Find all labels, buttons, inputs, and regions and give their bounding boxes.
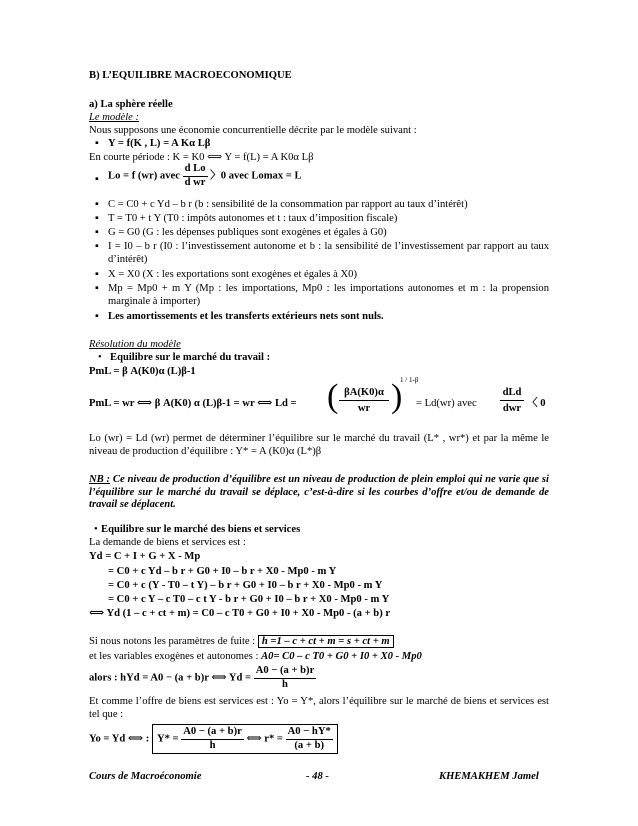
supply-paragraph: Et comme l’offre de biens est services est : Yo = Y*, alors l’équilibre sur le marché de biens et services est tel que : <box>89 696 549 720</box>
final-equilibrium: Yo = Yd ⟺ : Y* = $\frac{A0 - (a + b)r}{h}$ ⟺ r* = $\frac{A0 - hY*}{(a + b)}$ <box>89 724 338 754</box>
fraction: $\frac{A0 - (a + b)r}{h}$ <box>183 726 242 751</box>
intro-text: Nous supposons une économie concurrentielle décrite par le modèle suivant : <box>89 125 417 136</box>
bullet-exports: X = X0 (X : les exportations sont exogènes et égales à X0) <box>108 269 357 280</box>
exponent: 1 / 1-β <box>400 376 419 384</box>
round-bullet-icon: • <box>94 524 98 535</box>
right-paren: ) <box>391 378 403 415</box>
bullet-investment: I = I0 – b r (I0 : l’investissement autonome et b : la sensibilité de l’investissement par rapport au taux d’intérêt) <box>108 241 549 265</box>
autonomous-variables: et les variables exogènes et autonomes : A0= C0 – c T0 + G0 + I0 + X0 - Mp0 <box>89 651 422 662</box>
footer-course: Cours de Macroéconomie <box>89 771 202 782</box>
pml-wage-equation: PmL = wr ⟺ β A(K0) α (L)β-1 = wr ⟺ Ld = <box>89 398 297 409</box>
demand-intro: La demande de biens et services est : <box>89 537 246 548</box>
fraction-denominator: wr <box>357 403 371 414</box>
subsection-a: a) La sphère réelle <box>89 99 173 110</box>
leak-parameters: Si nous notons les paramètres de fuite : h =1 – c + ct + m = s + ct + m <box>89 636 394 649</box>
fraction-bar <box>339 400 389 401</box>
bullet-icon: ▪ <box>95 227 99 238</box>
bullet-imports: Mp = Mp0 + m Y (Mp : les importations, Mp0 : les importations autonomes et m : la propension marginale à importer) <box>108 283 549 307</box>
fraction: $\frac{A0 - (a + b)r}{h}$ <box>255 665 315 690</box>
bullet-icon: ▪ <box>95 174 99 185</box>
bullet-taxes: T = T0 + t Y (T0 : impôts autonomes et t : taux d’imposition fiscale) <box>108 213 398 224</box>
bullet-consumption: C = C0 + c Yd – b r (b : sensibilité de la consommation par rapport au taux d’intérêt) <box>108 199 468 210</box>
bullet-icon: ▪ <box>95 213 99 224</box>
labour-supply-equation: Lo = f (wr) avec $\frac{\text{d Lo}}{\text{d wr}}$ 〉0 avec Lomax = L <box>108 163 302 188</box>
derivative-numerator: dLd <box>502 387 522 398</box>
court-terme-text: En courte période : K = K0 ⟺ Y = f(L) = A K0α Lβ <box>89 152 314 163</box>
labour-market-title: Equilibre sur le marché du travail : <box>110 352 271 363</box>
bullet-government: G = G0 (G : les dépenses publiques sont exogènes et égales à G0) <box>108 227 387 238</box>
final-equations-box: Y* = $\frac{A0 - (a + b)r}{h}$ ⟺ r* = $\frac{A0 - hY*}{(a + b)}$ <box>152 724 338 754</box>
fraction-bar <box>500 400 524 401</box>
bullet-icon: ▪ <box>95 311 99 322</box>
labour-demand-function: = Ld(wr) avec <box>416 398 477 409</box>
modele-label: Le modèle : <box>89 112 140 123</box>
footer-author: KHEMAKHEM Jamel <box>439 771 539 782</box>
bullet-icon: ▪ <box>95 199 99 210</box>
bullet-icon: ▪ <box>95 283 99 294</box>
production-function: Y = f(K , L) = A Kα Lβ <box>108 138 211 149</box>
section-heading: B) L’EQUILIBRE MACROECONOMIQUE <box>89 70 292 81</box>
demand-line-4: = C0 + c Y – c T0 – c t Y - b r + G0 + I0 – b r + X0 - Mp0 - m Y <box>108 594 390 605</box>
resolution-label: Résolution du modèle <box>89 339 181 350</box>
demand-line-5: ⟺ Yd (1 – c + ct + m) = C0 – c T0 + G0 + I0 + X0 - Mp0 - (a + b) r <box>89 608 391 619</box>
fraction: $\frac{\text{d Lo}}{\text{d wr}}$ <box>184 163 206 188</box>
left-paren: ( <box>327 378 339 415</box>
labour-equilibrium-paragraph: Lo (wr) = Ld (wr) permet de déterminer l’équilibre sur le marché du travail (L* , wr*) et par la même le niveau de production d’équilibre : Y* = A (K0)α (L*)β <box>89 433 549 457</box>
demand-line-3: = C0 + c (Y - T0 – t Y) – b r + G0 + I0 – b r + X0 - Mp0 - m Y <box>108 580 383 591</box>
inequality: 〈 0 <box>527 398 546 409</box>
derivative-denominator: dwr <box>502 403 522 414</box>
footer-page-number: - 48 - <box>306 771 329 782</box>
bullet-icon: ▪ <box>95 138 99 149</box>
bullet-icon: ▪ <box>95 241 99 252</box>
fraction: $\frac{A0 - hY*}{(a + b)}$ <box>287 726 331 751</box>
round-bullet-icon: • <box>98 352 102 363</box>
bullet-depreciation: Les amortissements et les transferts extérieurs nets sont nuls. <box>108 311 384 322</box>
bullet-icon: ▪ <box>95 269 99 280</box>
alors-equation: alors : hYd = A0 − (a + b)r ⟺ Yd = $\frac{A0 - (a + b)r}{h}$ <box>89 665 315 690</box>
demand-line-2: = C0 + c Yd – b r + G0 + I0 – b r + X0 - Mp0 - m Y <box>108 566 337 577</box>
pml-equation: PmL = β A(K0)α (L)β-1 <box>89 366 196 377</box>
fraction-numerator: βA(K0)α <box>344 387 384 398</box>
demand-line-1: Yd = C + I + G + X - Mp <box>89 551 201 562</box>
goods-market-title: Equilibre sur le marché des biens et services <box>101 524 301 535</box>
nb-paragraph: NB : Ce niveau de production d’équilibre est un niveau de production de plein emploi qui ne varie que si l’équilibre sur le marché du travail se déplace, c’est-à-dire si les courbes d’offre et/ou de demande de travail se déplacent. <box>89 474 549 511</box>
